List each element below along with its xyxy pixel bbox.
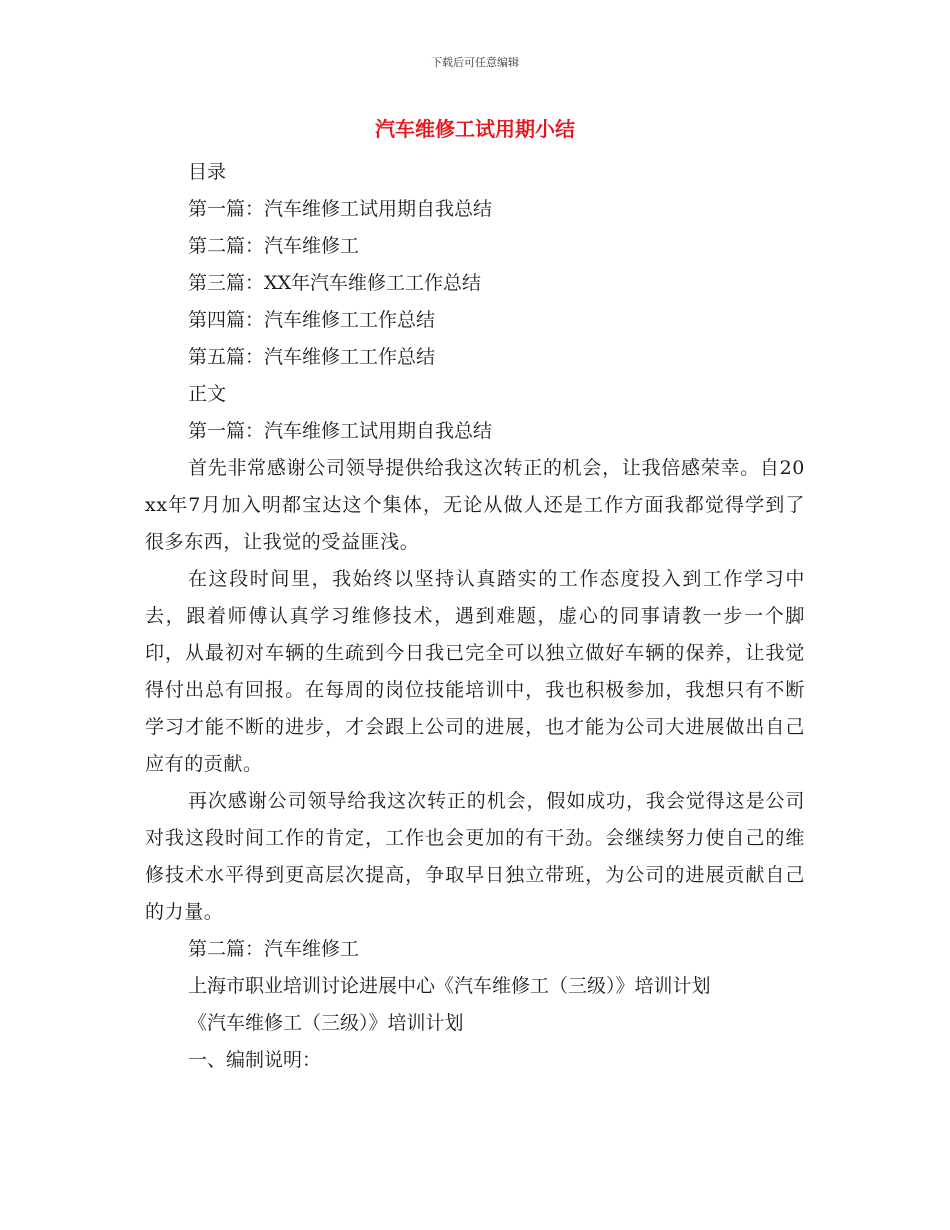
paragraph: 首先非常感谢公司领导提供给我这次转正的机会，让我倍感荣幸。自20xx年7月加入明都宝达这个集体，无论从做人还是工作方面我都觉得学到了很多东西，让我觉的受益匪浅。: [145, 457, 805, 553]
body-line: 一、编制说明：: [188, 1049, 322, 1071]
toc-item: 第三篇：XX年汽车维修工工作总结: [188, 272, 482, 294]
toc-item: 第一篇：汽车维修工试用期自我总结: [188, 198, 493, 220]
paragraph: 在这段时间里，我始终以坚持认真踏实的工作态度投入到工作学习中去，跟着师傅认真学习维修技术，遇到难题，虚心的同事请教一步一个脚印，从最初对车辆的生疏到今日我已完全可以独立做好车辆的保养，让我觉得付出总有回报。在每周的岗位技能培训中，我也积极参加，我想只有不断学习才能不断的进步，才会跟上公司的进展，也才能为公司大进展做出自己应有的贡献。: [145, 568, 805, 775]
toc-item: 第五篇：汽车维修工工作总结: [188, 346, 436, 368]
body-line: 上海市职业培训讨论进展中心《汽车维修工（三级）》培训计划: [188, 975, 711, 997]
body-line: 《汽车维修工（三级）》培训计划: [188, 1012, 464, 1034]
body-heading: 正文: [188, 383, 227, 405]
toc-item: 第二篇：汽车维修工: [188, 235, 360, 257]
paragraph: 再次感谢公司领导给我这次转正的机会，假如成功，我会觉得这是公司对我这段时间工作的肯定，工作也会更加的有干劲。会继续努力使自己的维修技术水平得到更高层次提高，争取早日独立带班，为公司的进展贡献自己的力量。: [145, 790, 805, 923]
section-heading: 第二篇：汽车维修工: [188, 938, 360, 960]
document-body: [145, 154, 805, 1079]
section-heading: 第一篇：汽车维修工试用期自我总结: [188, 420, 493, 442]
toc-heading: 目录: [188, 161, 227, 183]
toc-item: 第四篇：汽车维修工工作总结: [188, 309, 436, 331]
document-title: 汽车维修工试用期小结: [375, 117, 575, 141]
header-note: 下载后可任意编辑: [431, 56, 519, 69]
